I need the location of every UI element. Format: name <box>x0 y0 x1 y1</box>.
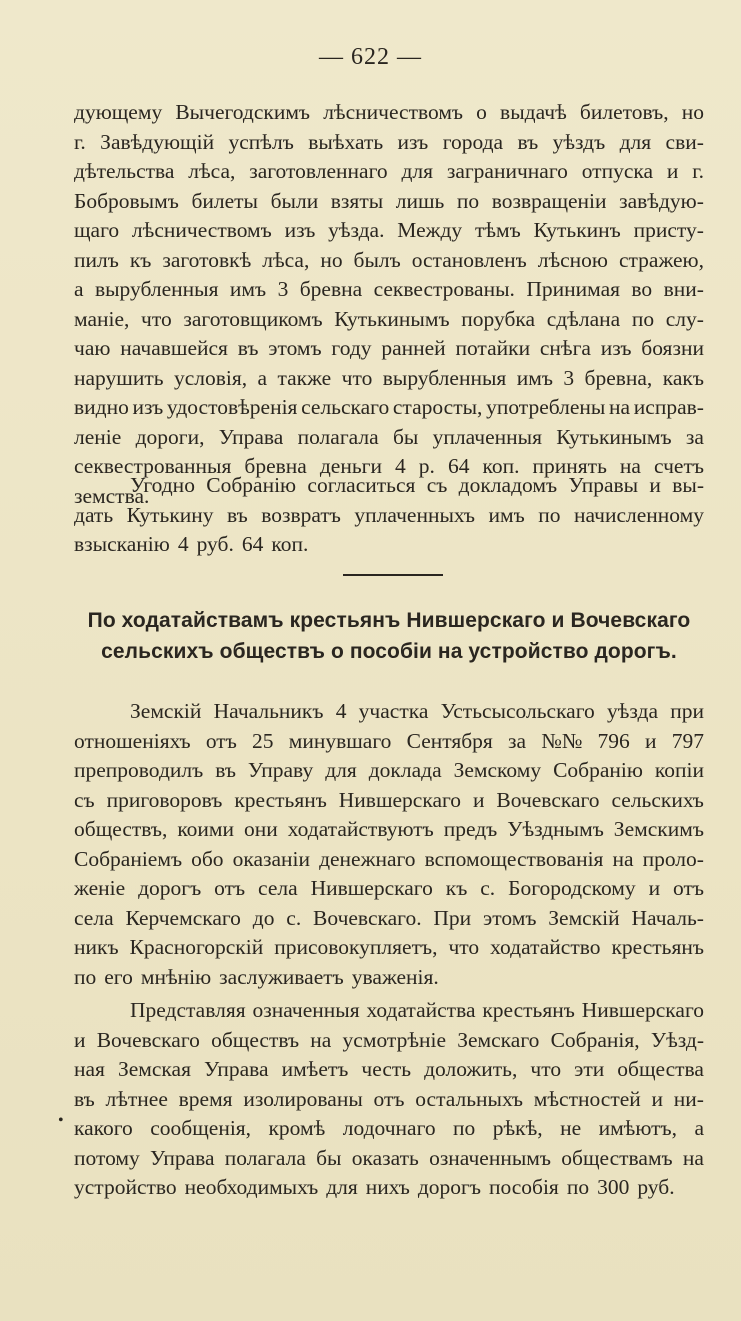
text-line: по его мнѣнію заслуживаетъ уваженія. <box>74 964 439 989</box>
section-divider <box>343 574 443 576</box>
text-line: дующему Вычегодскимъ лѣсничествомъ о выдачѣ билетовъ, но <box>74 100 704 124</box>
heading-line: По ходатайствамъ крестьянъ Нившерскаго и Вочевскаго <box>87 609 691 632</box>
paragraph-recommendation <box>74 996 704 1203</box>
text-line: женіе дорогъ отъ села Нившерскаго къ с. Богородскому и отъ <box>74 876 704 900</box>
text-line: щаго лѣсничествомъ изъ уѣзда. Между тѣмъ Кутькинъ присту- <box>74 218 704 242</box>
text-line: а вырубленныя имъ 3 бревна секвестрованы. Принимая во вни- <box>74 277 704 301</box>
page-number: — 622 — <box>319 44 422 70</box>
paragraph-continued <box>74 98 704 511</box>
text-line: г. Завѣдующій успѣлъ выѣхать изъ города въ уѣздъ для сви- <box>74 129 704 154</box>
text-line: въ лѣтнее время изолированы отъ остальныхъ мѣстностей и ни- <box>74 1086 704 1111</box>
text-line: земства. <box>74 483 150 508</box>
text-line: Земскій Начальникъ 4 участка Устьсысольскаго уѣзда при <box>130 699 704 723</box>
text-line: маніе, что заготовщикомъ Кутькинымъ порубка сдѣлана по слу- <box>74 306 704 331</box>
text-line: какого сообщенія, кромѣ лодочнаго по рѣкѣ, не имѣютъ, а <box>74 1116 704 1140</box>
text-line: Представляя означенныя ходатайства крестьянъ Нившерскаго <box>130 998 704 1022</box>
text-line: пилъ къ заготовкѣ лѣса, но былъ остановленъ лѣсною стражею, <box>74 247 704 272</box>
text-line: дать Кутькину въ возвратъ уплаченныхъ имъ по начисленному <box>74 502 704 527</box>
text-line: чаю начавшейся въ этомъ году ранней потайки снѣга изъ боязни <box>74 336 704 360</box>
text-line: села Керчемскаго до с. Вочевскаго. При этомъ Земскій Началь- <box>74 905 704 930</box>
text-line: взысканію 4 руб. 64 коп. <box>74 532 309 556</box>
text-line: секвестрованныя бревна деньги 4 р. 64 коп. принять на счетъ <box>74 454 704 478</box>
text-line: видно изъ удостовѣренія сельскаго старосты, употреблены на исправ- <box>74 395 704 419</box>
text-line: Угодно Собранію согласиться съ докладомъ Управы и вы- <box>130 473 704 497</box>
paragraph-report <box>74 697 704 992</box>
text-line: Собраніемъ обо оказаніи денежнаго вспомоществованія на проло- <box>74 846 704 871</box>
margin-mark: • <box>58 1112 64 1129</box>
text-line: устройство необходимыхъ для нихъ дорогъ пособія по 300 руб. <box>74 1175 675 1199</box>
paragraph-proposal <box>74 471 704 560</box>
text-line: препроводилъ въ Управу для доклада Земскому Собранію копіи <box>74 758 704 782</box>
section-heading <box>72 605 706 667</box>
heading-line: сельскихъ обществъ о пособіи на устройство дорогъ. <box>101 640 677 663</box>
text-line: леніе дороги, Управа полагала бы уплаченныя Кутькинымъ за <box>74 424 704 449</box>
text-line: съ приговоровъ крестьянъ Нившерскаго и Вочевскаго сельскихъ <box>74 787 704 812</box>
text-line: дѣтельства лѣса, заготовленнаго для заграничнаго отпуска и г. <box>74 159 704 183</box>
text-line: потому Управа полагала бы оказать означеннымъ обществамъ на <box>74 1145 704 1170</box>
text-line: отношеніяхъ отъ 25 минувшаго Сентября за №№ 796 и 797 <box>74 728 704 753</box>
text-line: ная Земская Управа имѣетъ честь доложить, что эти общества <box>74 1057 704 1081</box>
text-line: нарушить условія, а также что вырубленныя имъ 3 бревна, какъ <box>74 365 704 390</box>
text-line: Бобровымъ билеты были взяты лишь по возвращеніи завѣдую- <box>74 188 704 213</box>
text-line: обществъ, коими они ходатайствуютъ предъ Уѣзднымъ Земскимъ <box>74 817 704 841</box>
text-line: никъ Красногорскій присовокупляетъ, что ходатайство крестьянъ <box>74 935 704 959</box>
text-line: и Вочевскаго обществъ на усмотрѣніе Земскаго Собранія, Уѣзд- <box>74 1027 704 1052</box>
